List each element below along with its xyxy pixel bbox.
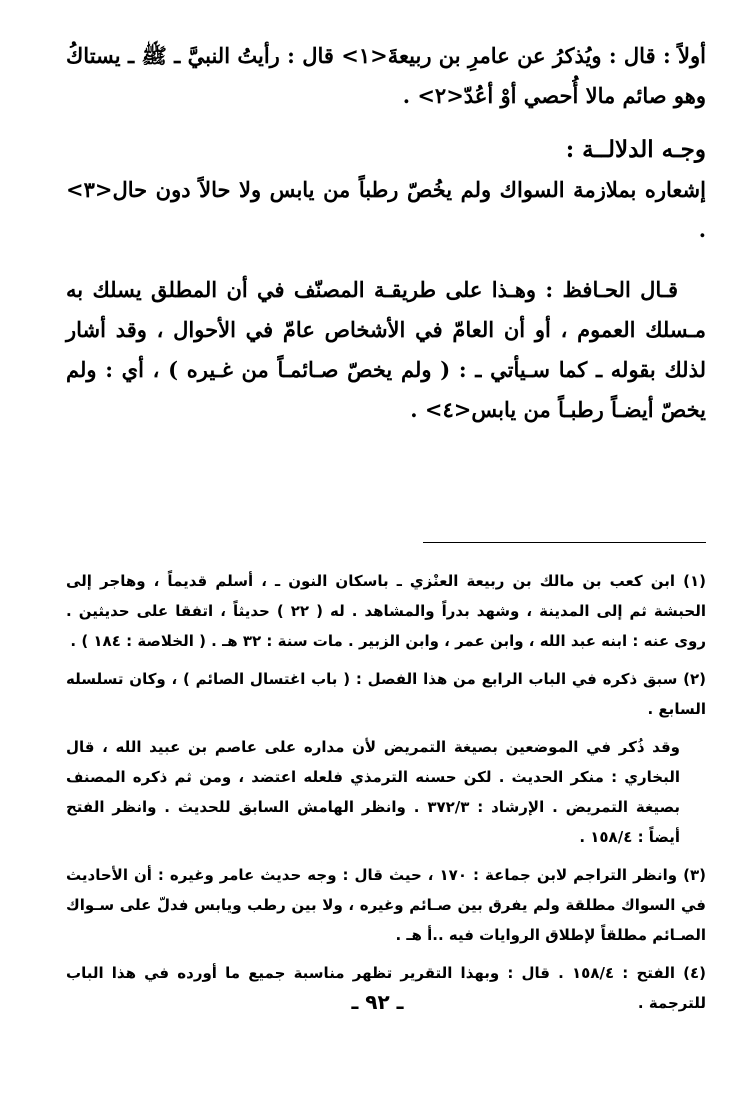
- footnote-2: (٢) سبق ذكره في الباب الرابع من هذا الفصل : ( باب اغتسال الصائم ) ، وكان تسلسله السابع .: [66, 670, 706, 718]
- footnote-4: (٤) الفتح : ١٥٨/٤ . قال : وبهذا التقرير تظهر مناسبة جميع ما أورده في هذا الباب للترجمة .: [66, 964, 706, 1012]
- footnotes: [66, 566, 706, 1026]
- paragraph-hafiz-quote: قـال الحـافظ : وهـذا على طريقـة المصنّف في أن المطلق يسلك به مـسلك العموم ، أو أن العامّ في الأشخاص عامّ في الأحوال ، وقد أشار لذلك بقوله ـ كما سـيأتي ـ : ( ولم يخصّ صـائمـاً من غـيره ) ، أي : ولم يخصّ أيضـاً رطبـاً من يابس<٤> .: [66, 277, 706, 422]
- paragraph-first-evidence: أولاً : قال : ويُذكرُ عن عامرِ بن ربيعةَ<١> قال : رأيتُ النبيَّ ـ ﷺ ـ يستاكُ وهو صائم مالا أُحصي أوْ أعُدّ<٢> .: [66, 43, 706, 108]
- footnote-separator: [423, 542, 706, 543]
- footnote-1: (١) ابن كعب بن مالك بن ربيعة العنْزي ـ باسكان النون ـ ، أسلم قديماً ، وهاجر إلى الحبشة ثم إلى المدينة ، وشهد بدراً والمشاهد . له ( ٢٢ ) حديثاً ، اتفقا على حديثين . روى عنه : ابنه عبد الله ، وابن عمر ، وابن الزبير . مات سنة : ٣٢ هـ . ( الخلاصة : ١٨٤ ) .: [66, 572, 706, 650]
- paragraph-indication: إشعاره بملازمة السواك ولم يخُصّ رطباً من يابس ولا حالاً دون حال<٣> .: [66, 177, 706, 242]
- section-heading: وجـه الدلالــة :: [565, 136, 706, 163]
- footnote-2-continuation: وقد ذُكر في الموضعين بصيغة التمريض لأن مداره على عاصم بن عبيد الله ، قال البخاري : منكر الحديث . لكن حسنه الترمذي فلعله اعتضد ، ومن ثم ذكره المصنف بصيغة التمريض . الإرشاد : ٣٧٢/٣ . وانظر الهامش السابق للحديث . وانظر الفتح أيضاً : ١٥٨/٤ .: [66, 738, 680, 846]
- page-number: ـ ٩٢ ـ: [351, 990, 404, 1014]
- footnote-3: (٣) وانظر التراجم لابن جماعة : ١٧٠ ، حيث قال : وجه حديث عامر وغيره : أن الأحاديث في السواك مطلقة ولم يفرق بين صـائم وغيره ، ولا بين رطب ويابس فدلّ على سـواك الصـائم مطلقاً لإطلاق الروايات فيه ..أ هـ .: [66, 866, 706, 944]
- main-text: [66, 36, 706, 430]
